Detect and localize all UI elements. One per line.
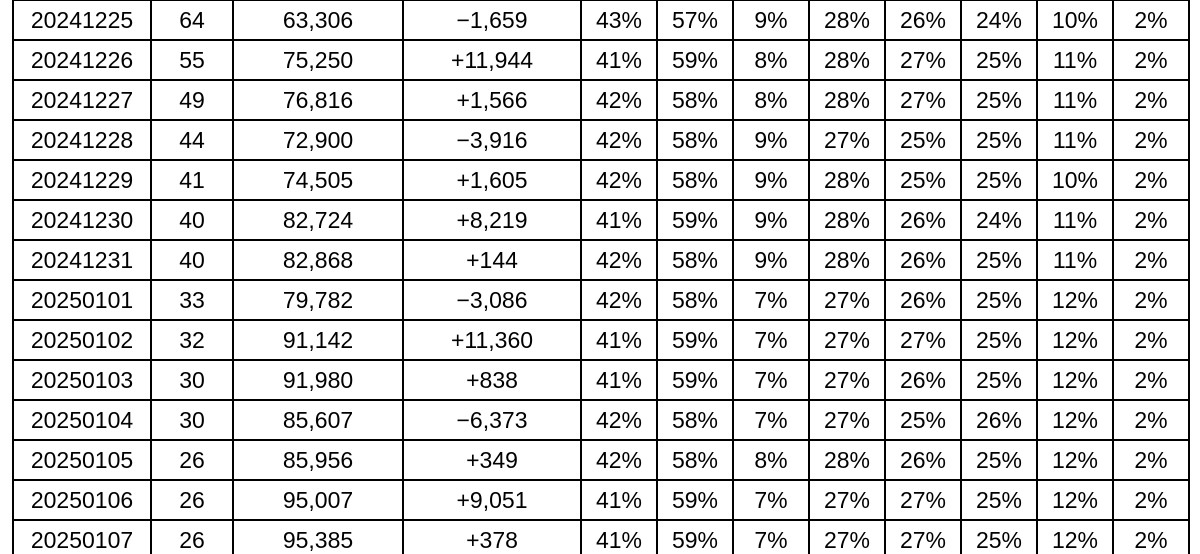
cell-pct7[interactable]: 12% bbox=[1037, 440, 1113, 480]
cell-pct8[interactable]: 2% bbox=[1113, 80, 1189, 120]
cell-total[interactable]: 74,505 bbox=[233, 160, 403, 200]
cell-pct6[interactable]: 25% bbox=[961, 280, 1037, 320]
cell-pct3[interactable]: 9% bbox=[733, 200, 809, 240]
cell-total[interactable]: 72,900 bbox=[233, 120, 403, 160]
cell-pct7[interactable]: 12% bbox=[1037, 400, 1113, 440]
cell-date[interactable]: 20241229 bbox=[13, 160, 151, 200]
cell-delta[interactable]: +838 bbox=[403, 360, 581, 400]
cell-pct8[interactable]: 2% bbox=[1113, 280, 1189, 320]
cell-pct4[interactable]: 28% bbox=[809, 80, 885, 120]
cell-pct1[interactable]: 41% bbox=[581, 40, 657, 80]
cell-pct2[interactable]: 59% bbox=[657, 40, 733, 80]
cell-date[interactable]: 20250104 bbox=[13, 400, 151, 440]
cell-total[interactable]: 63,306 bbox=[233, 0, 403, 40]
cell-pct7[interactable]: 12% bbox=[1037, 480, 1113, 520]
cell-pct4[interactable]: 28% bbox=[809, 240, 885, 280]
cell-delta[interactable]: +349 bbox=[403, 440, 581, 480]
cell-delta[interactable]: +378 bbox=[403, 520, 581, 554]
table-row bbox=[13, 80, 1189, 120]
cell-pct3[interactable]: 9% bbox=[733, 120, 809, 160]
cell-pct7[interactable]: 12% bbox=[1037, 520, 1113, 554]
cell-pct3[interactable]: 9% bbox=[733, 160, 809, 200]
cell-pct5[interactable]: 27% bbox=[885, 40, 961, 80]
cell-total[interactable]: 85,956 bbox=[233, 440, 403, 480]
cell-pct3[interactable]: 7% bbox=[733, 320, 809, 360]
cell-pct3[interactable]: 9% bbox=[733, 0, 809, 40]
cell-pct4[interactable]: 28% bbox=[809, 0, 885, 40]
cell-pct5[interactable]: 26% bbox=[885, 360, 961, 400]
cell-delta[interactable]: +9,051 bbox=[403, 480, 581, 520]
cell-total[interactable]: 85,607 bbox=[233, 400, 403, 440]
cell-delta[interactable]: +11,944 bbox=[403, 40, 581, 80]
cell-pct3[interactable]: 7% bbox=[733, 360, 809, 400]
cell-pct1[interactable]: 42% bbox=[581, 280, 657, 320]
cell-pct2[interactable]: 59% bbox=[657, 360, 733, 400]
table-row bbox=[13, 200, 1189, 240]
cell-pct5[interactable]: 26% bbox=[885, 200, 961, 240]
cell-pct6[interactable]: 25% bbox=[961, 440, 1037, 480]
cell-pct3[interactable]: 7% bbox=[733, 400, 809, 440]
cell-pct1[interactable]: 41% bbox=[581, 320, 657, 360]
cell-count[interactable]: 30 bbox=[151, 360, 233, 400]
table-row bbox=[13, 480, 1189, 520]
cell-pct6[interactable]: 25% bbox=[961, 520, 1037, 554]
cell-pct8[interactable]: 2% bbox=[1113, 160, 1189, 200]
cell-pct5[interactable]: 27% bbox=[885, 480, 961, 520]
cell-delta[interactable]: +144 bbox=[403, 240, 581, 280]
cell-total[interactable]: 82,868 bbox=[233, 240, 403, 280]
cell-delta[interactable]: +1,566 bbox=[403, 80, 581, 120]
cell-delta[interactable]: +11,360 bbox=[403, 320, 581, 360]
cell-pct7[interactable]: 11% bbox=[1037, 240, 1113, 280]
cell-date[interactable]: 20250103 bbox=[13, 360, 151, 400]
cell-pct3[interactable]: 7% bbox=[733, 520, 809, 554]
cell-count[interactable]: 26 bbox=[151, 440, 233, 480]
cell-date[interactable]: 20241227 bbox=[13, 80, 151, 120]
cell-total[interactable]: 95,007 bbox=[233, 480, 403, 520]
cell-pct1[interactable]: 42% bbox=[581, 400, 657, 440]
cell-pct6[interactable]: 25% bbox=[961, 120, 1037, 160]
cell-count[interactable]: 41 bbox=[151, 160, 233, 200]
cell-pct8[interactable]: 2% bbox=[1113, 120, 1189, 160]
cell-pct3[interactable]: 7% bbox=[733, 280, 809, 320]
cell-pct6[interactable]: 25% bbox=[961, 320, 1037, 360]
cell-pct8[interactable]: 2% bbox=[1113, 480, 1189, 520]
cell-pct5[interactable]: 26% bbox=[885, 280, 961, 320]
cell-pct7[interactable]: 10% bbox=[1037, 160, 1113, 200]
cell-pct5[interactable]: 25% bbox=[885, 160, 961, 200]
cell-pct2[interactable]: 59% bbox=[657, 320, 733, 360]
cell-pct1[interactable]: 42% bbox=[581, 240, 657, 280]
cell-total[interactable]: 91,142 bbox=[233, 320, 403, 360]
cell-pct7[interactable]: 12% bbox=[1037, 280, 1113, 320]
table-row bbox=[13, 120, 1189, 160]
cell-pct4[interactable]: 27% bbox=[809, 360, 885, 400]
cell-count[interactable]: 44 bbox=[151, 120, 233, 160]
cell-pct4[interactable]: 27% bbox=[809, 520, 885, 554]
cell-count[interactable]: 49 bbox=[151, 80, 233, 120]
cell-pct3[interactable]: 8% bbox=[733, 80, 809, 120]
cell-pct8[interactable]: 2% bbox=[1113, 440, 1189, 480]
cell-pct8[interactable]: 2% bbox=[1113, 0, 1189, 40]
cell-count[interactable]: 40 bbox=[151, 240, 233, 280]
cell-date[interactable]: 20241230 bbox=[13, 200, 151, 240]
cell-pct2[interactable]: 58% bbox=[657, 400, 733, 440]
cell-pct2[interactable]: 59% bbox=[657, 200, 733, 240]
cell-pct4[interactable]: 28% bbox=[809, 40, 885, 80]
cell-pct7[interactable]: 11% bbox=[1037, 120, 1113, 160]
cell-date[interactable]: 20241225 bbox=[13, 0, 151, 40]
cell-pct5[interactable]: 27% bbox=[885, 520, 961, 554]
cell-date[interactable]: 20250106 bbox=[13, 480, 151, 520]
cell-pct8[interactable]: 2% bbox=[1113, 400, 1189, 440]
cell-pct6[interactable]: 26% bbox=[961, 400, 1037, 440]
cell-total[interactable]: 79,782 bbox=[233, 280, 403, 320]
cell-date[interactable]: 20241226 bbox=[13, 40, 151, 80]
cell-pct1[interactable]: 41% bbox=[581, 480, 657, 520]
cell-pct4[interactable]: 28% bbox=[809, 440, 885, 480]
cell-pct3[interactable]: 9% bbox=[733, 240, 809, 280]
table-row bbox=[13, 400, 1189, 440]
cell-total[interactable]: 91,980 bbox=[233, 360, 403, 400]
cell-pct7[interactable]: 12% bbox=[1037, 320, 1113, 360]
cell-date[interactable]: 20250107 bbox=[13, 520, 151, 554]
cell-total[interactable]: 75,250 bbox=[233, 40, 403, 80]
cell-delta[interactable]: +8,219 bbox=[403, 200, 581, 240]
cell-pct7[interactable]: 10% bbox=[1037, 0, 1113, 40]
cell-pct1[interactable]: 42% bbox=[581, 80, 657, 120]
cell-pct2[interactable]: 58% bbox=[657, 80, 733, 120]
cell-pct4[interactable]: 27% bbox=[809, 320, 885, 360]
cell-pct2[interactable]: 59% bbox=[657, 520, 733, 554]
table-row bbox=[13, 240, 1189, 280]
cell-pct7[interactable]: 11% bbox=[1037, 80, 1113, 120]
cell-pct6[interactable]: 25% bbox=[961, 480, 1037, 520]
cell-count[interactable]: 64 bbox=[151, 0, 233, 40]
cell-pct1[interactable]: 41% bbox=[581, 200, 657, 240]
cell-total[interactable]: 76,816 bbox=[233, 80, 403, 120]
cell-pct4[interactable]: 27% bbox=[809, 400, 885, 440]
cell-count[interactable]: 32 bbox=[151, 320, 233, 360]
cell-pct5[interactable]: 26% bbox=[885, 440, 961, 480]
cell-count[interactable]: 40 bbox=[151, 200, 233, 240]
cell-date[interactable]: 20250102 bbox=[13, 320, 151, 360]
cell-pct4[interactable]: 28% bbox=[809, 160, 885, 200]
cell-date[interactable]: 20241228 bbox=[13, 120, 151, 160]
cell-pct1[interactable]: 41% bbox=[581, 360, 657, 400]
cell-pct5[interactable]: 25% bbox=[885, 120, 961, 160]
cell-pct4[interactable]: 27% bbox=[809, 480, 885, 520]
cell-date[interactable]: 20241231 bbox=[13, 240, 151, 280]
cell-pct2[interactable]: 58% bbox=[657, 120, 733, 160]
cell-pct8[interactable]: 2% bbox=[1113, 520, 1189, 554]
cell-pct4[interactable]: 27% bbox=[809, 280, 885, 320]
cell-pct2[interactable]: 58% bbox=[657, 440, 733, 480]
cell-total[interactable]: 95,385 bbox=[233, 520, 403, 554]
cell-pct2[interactable]: 58% bbox=[657, 160, 733, 200]
cell-pct6[interactable]: 25% bbox=[961, 80, 1037, 120]
cell-pct1[interactable]: 43% bbox=[581, 0, 657, 40]
cell-pct8[interactable]: 2% bbox=[1113, 200, 1189, 240]
cell-pct8[interactable]: 2% bbox=[1113, 320, 1189, 360]
cell-pct6[interactable]: 25% bbox=[961, 360, 1037, 400]
table-row bbox=[13, 520, 1189, 554]
cell-count[interactable]: 55 bbox=[151, 40, 233, 80]
cell-count[interactable]: 30 bbox=[151, 400, 233, 440]
cell-delta[interactable]: −3,916 bbox=[403, 120, 581, 160]
cell-pct6[interactable]: 25% bbox=[961, 240, 1037, 280]
table-body bbox=[13, 0, 1189, 554]
cell-pct8[interactable]: 2% bbox=[1113, 40, 1189, 80]
cell-count[interactable]: 26 bbox=[151, 520, 233, 554]
cell-count[interactable]: 26 bbox=[151, 480, 233, 520]
cell-pct7[interactable]: 11% bbox=[1037, 40, 1113, 80]
cell-pct5[interactable]: 26% bbox=[885, 0, 961, 40]
cell-pct5[interactable]: 27% bbox=[885, 80, 961, 120]
cell-pct7[interactable]: 11% bbox=[1037, 200, 1113, 240]
cell-delta[interactable]: −6,373 bbox=[403, 400, 581, 440]
cell-pct7[interactable]: 12% bbox=[1037, 360, 1113, 400]
table-row bbox=[13, 360, 1189, 400]
cell-pct5[interactable]: 27% bbox=[885, 320, 961, 360]
cell-pct1[interactable]: 42% bbox=[581, 120, 657, 160]
cell-pct6[interactable]: 24% bbox=[961, 200, 1037, 240]
cell-pct1[interactable]: 41% bbox=[581, 520, 657, 554]
table-row bbox=[13, 280, 1189, 320]
cell-pct2[interactable]: 59% bbox=[657, 480, 733, 520]
table-row bbox=[13, 0, 1189, 40]
cell-pct8[interactable]: 2% bbox=[1113, 240, 1189, 280]
data-table bbox=[12, 0, 1190, 554]
cell-pct5[interactable]: 26% bbox=[885, 240, 961, 280]
cell-total[interactable]: 82,724 bbox=[233, 200, 403, 240]
cell-pct2[interactable]: 58% bbox=[657, 240, 733, 280]
table-row bbox=[13, 440, 1189, 480]
table-row bbox=[13, 320, 1189, 360]
cell-date[interactable]: 20250101 bbox=[13, 280, 151, 320]
cell-pct1[interactable]: 42% bbox=[581, 440, 657, 480]
cell-pct5[interactable]: 25% bbox=[885, 400, 961, 440]
table-row bbox=[13, 40, 1189, 80]
cell-pct6[interactable]: 25% bbox=[961, 160, 1037, 200]
cell-pct2[interactable]: 57% bbox=[657, 0, 733, 40]
cell-pct3[interactable]: 8% bbox=[733, 40, 809, 80]
cell-pct2[interactable]: 58% bbox=[657, 280, 733, 320]
cell-delta[interactable]: −1,659 bbox=[403, 0, 581, 40]
cell-date[interactable]: 20250105 bbox=[13, 440, 151, 480]
cell-pct4[interactable]: 28% bbox=[809, 200, 885, 240]
cell-count[interactable]: 33 bbox=[151, 280, 233, 320]
cell-pct8[interactable]: 2% bbox=[1113, 360, 1189, 400]
cell-pct1[interactable]: 42% bbox=[581, 160, 657, 200]
table-row bbox=[13, 160, 1189, 200]
cell-pct3[interactable]: 8% bbox=[733, 440, 809, 480]
cell-pct3[interactable]: 7% bbox=[733, 480, 809, 520]
cell-delta[interactable]: +1,605 bbox=[403, 160, 581, 200]
cell-delta[interactable]: −3,086 bbox=[403, 280, 581, 320]
cell-pct4[interactable]: 27% bbox=[809, 120, 885, 160]
cell-pct6[interactable]: 25% bbox=[961, 40, 1037, 80]
cell-pct6[interactable]: 24% bbox=[961, 0, 1037, 40]
